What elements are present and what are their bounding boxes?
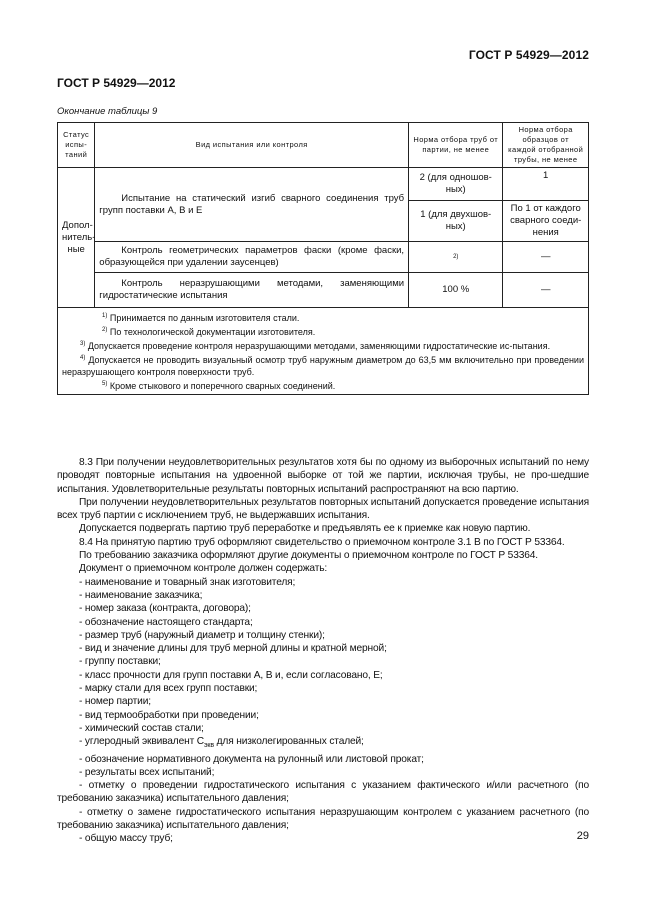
list-item: - общую массу труб;	[79, 833, 173, 845]
table-note: $^{2)}$ По технологической документации изготовителя.	[102, 327, 316, 337]
table-header-row	[58, 123, 589, 168]
pipes-cell: 1 (для двухшов-ных)	[409, 201, 503, 242]
table-notes-row	[58, 308, 589, 395]
paragraph: 8.3 При получении неудовлетворительных результатов хотя бы по одному из выборочных испытаний по нему проводят повторные испытания на удвоенной выборке от той же партии, исключая трубы, не про-шедшие испытания. Удовлетворительные результаты повторных испытаний распространяют на всю партию.	[57, 457, 589, 495]
list-item: - размер труб (наружный диаметр и толщину стенки);	[79, 629, 325, 641]
table-row	[58, 273, 589, 308]
col-sample-norm: Норма отбора образцов от каждой отобранной трубы, не менее	[503, 123, 589, 168]
list-item: - отметку о замене гидростатического испытания неразрушающим контролем с указанием расчетного (по требованию заказчика) испытательного давления;	[57, 806, 589, 832]
table-note: $^{5)}$ Кроме стыкового и поперечного сварных соединений.	[102, 381, 336, 391]
table-caption: Окончание таблицы 9	[57, 106, 158, 117]
test-cell: Контроль геометрических параметров фаски (кроме фаски, образующейся при удалении заусенцев)	[95, 242, 409, 273]
table-notes	[58, 308, 589, 395]
test-cell: Испытание на статический изгиб сварного соединения труб групп поставки А, В и Е	[95, 168, 409, 242]
samples-cell: —	[503, 242, 589, 273]
paragraph: Документ о приемочном контроле должен содержать:	[79, 563, 328, 575]
table-note: $^{4)}$ Допускается не проводить визуальный осмотр труб наружным диаметром до 63,5 мм включительно при проведении неразрушающего контроля поверхности труб.	[62, 355, 584, 377]
list-item: - марку стали для всех групп поставки;	[79, 683, 258, 695]
body-text	[57, 456, 589, 846]
table-note: $^{1)}$ Принимается по данным изготовителя стали.	[102, 313, 300, 323]
running-header: ГОСТ Р 54929—2012	[468, 48, 589, 62]
col-pipe-norm: Норма отбора труб от партии, не менее	[409, 123, 503, 168]
col-test-type: Вид испытания или контроля	[95, 123, 409, 168]
paragraph: По требованию заказчика оформляют другие документы о приемочном контроле по ГОСТ Р 53364.	[79, 550, 538, 562]
list-item: - химический состав стали;	[79, 722, 204, 734]
list-item: - вид термообработки при проведении;	[79, 709, 259, 721]
list-item: - наименование и товарный знак изготовителя;	[79, 576, 296, 588]
list-item: - результаты всех испытаний;	[79, 766, 215, 778]
list-item: - углеродный эквивалент $С_{экв}$ для низколегированных сталей;	[79, 736, 364, 750]
status-cell: Допол-нитель-ные	[58, 168, 95, 308]
list-item: - класс прочности для групп поставки А, В и, если согласовано, Е;	[79, 669, 383, 681]
samples-cell: —	[503, 273, 589, 308]
list-item: - наименование заказчика;	[79, 589, 203, 601]
list-item: - номер заказа (контракта, договора);	[79, 603, 251, 615]
paragraph: Допускается подвергать партию труб переработке и предъявлять ее к приемке как новую партию.	[79, 523, 531, 535]
test-cell: Контроль неразрушающими методами, заменяющими гидростатические испытания	[95, 273, 409, 308]
list-item: - обозначение нормативного документа на рулонный или листовой прокат;	[79, 753, 424, 765]
samples-cell: По 1 от каждого сварного соеди-нения	[503, 201, 589, 242]
list-item: - номер партии;	[79, 696, 151, 708]
section-header: ГОСТ Р 54929—2012	[57, 76, 176, 90]
page-number: 29	[576, 830, 589, 842]
list-item: - группу поставки;	[79, 656, 161, 668]
paragraph: При получении неудовлетворительных результатов повторных испытаний допускается проведение испытания всех труб партии с исключением труб, не выдержавших испытания.	[57, 496, 589, 522]
samples-cell: 1	[503, 168, 589, 201]
list-item: - отметку о проведении гидростатического испытания с указанием фактического и/или расчетного (по требованию заказчика) испытательного давления;	[57, 780, 589, 805]
paragraph: 8.4 На принятую партию труб оформляют свидетельство о приемочном контроле 3.1 В по ГОСТ Р 53364.	[79, 536, 565, 548]
table-row	[58, 242, 589, 273]
list-item: - обозначение настоящего стандарта;	[79, 616, 253, 628]
pipes-cell: 100 %	[409, 273, 503, 308]
table-note: $^{3)}$ Допускается проведение контроля неразрушающими методами, заменяющими гидростатические ис-пытания.	[80, 341, 551, 351]
table-9	[57, 122, 589, 395]
col-status: Статус испы-таний	[58, 123, 95, 168]
table-row	[58, 168, 589, 201]
list-item: - вид и значение длины для труб мерной длины и кратной мерной;	[79, 643, 387, 655]
pipes-cell: 2)	[409, 242, 503, 273]
pipes-cell: 2 (для одношов-ных)	[409, 168, 503, 201]
